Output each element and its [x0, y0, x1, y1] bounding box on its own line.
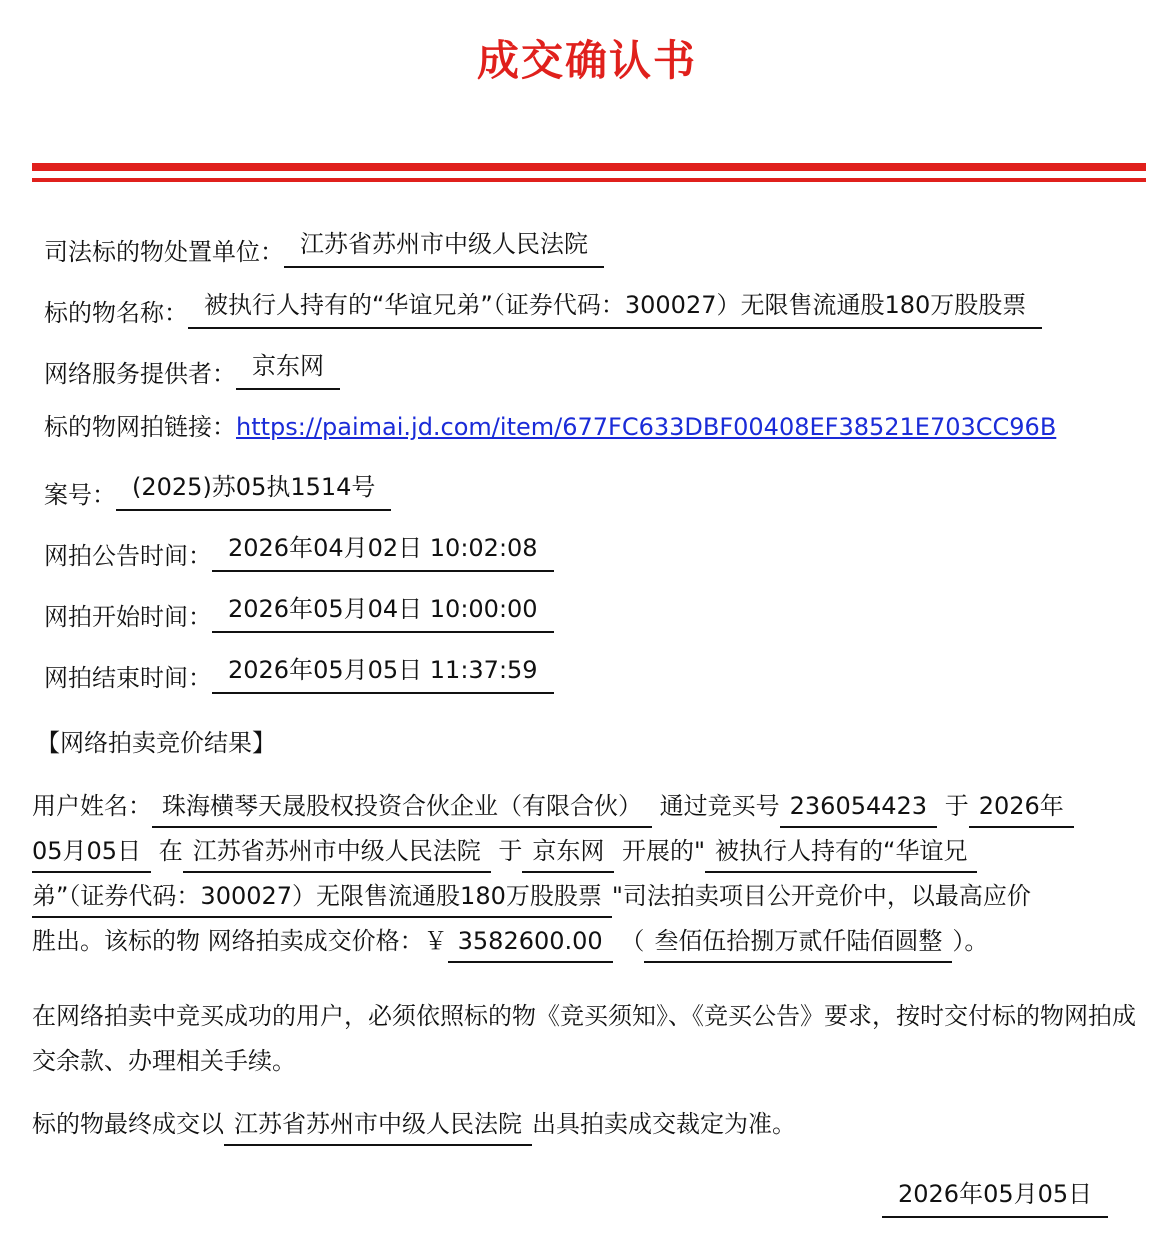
field-label: 网拍结束时间： — [44, 664, 212, 692]
deal-price-words: 叁佰伍拾捌万贰仟陆佰圆整 — [644, 924, 952, 963]
section-title-results: 【网络拍卖竞价结果】 — [36, 729, 276, 757]
field-label: 标的物名称： — [44, 299, 188, 327]
sign-date: 2026年05月05日 — [882, 1178, 1108, 1218]
court-name: 江苏省苏州市中级人民法院 — [183, 834, 491, 873]
auction-link[interactable]: https://paimai.jd.com/item/677FC633DBF00408EF38521E703CC96B — [236, 413, 1057, 441]
platform-name: 京东网 — [522, 834, 614, 873]
result-line-2 — [32, 833, 1142, 878]
final-tail: 出具拍卖成交裁定为准。 — [532, 1110, 796, 1138]
deal-date-year: 2026年 — [969, 789, 1074, 828]
result-line-3 — [32, 878, 1142, 923]
result-paragraph — [32, 788, 1142, 968]
header-rule-thin — [32, 178, 1146, 182]
deal-price: 3582600.00 — [448, 924, 613, 963]
on-text: 于 — [944, 792, 969, 820]
result-line-1 — [32, 788, 1142, 833]
field-value: 江苏省苏州市中级人民法院 — [284, 228, 604, 268]
paren-close: ）。 — [952, 927, 989, 955]
deal-date-day: 05月05日 — [32, 834, 151, 873]
bid-number: 236054423 — [780, 789, 937, 828]
field-label: 标的物网拍链接： — [44, 413, 236, 441]
result-line-4 — [32, 923, 1142, 968]
bid-text: 通过竞买号 — [659, 792, 780, 820]
field-value: 2026年05月04日 10:00:00 — [212, 593, 554, 633]
field-label: 网拍公告时间： — [44, 542, 212, 570]
field-service-provider — [44, 350, 340, 390]
field-value: 2026年04月02日 10:02:08 — [212, 532, 554, 572]
field-auction-link — [44, 411, 1056, 443]
field-label: 网拍开始时间： — [44, 603, 212, 631]
held-text: 开展的" — [622, 837, 706, 865]
user-label: 用户姓名： — [32, 792, 152, 820]
header-rule-thick — [32, 163, 1146, 171]
via-text: 于 — [498, 837, 523, 865]
field-value: 2026年05月05日 11:37:59 — [212, 654, 554, 694]
field-value: 被执行人持有的“华谊兄弟”（证券代码：300027）无限售流通股180万股股票 — [188, 289, 1042, 329]
field-start-time — [44, 593, 554, 633]
field-value: (2025)苏05执1514号 — [116, 471, 391, 511]
field-end-time — [44, 654, 554, 694]
page-title: 成交确认书 — [476, 36, 697, 85]
price-intro: 胜出。该标的物 网络拍卖成交价格：￥ — [32, 927, 448, 955]
item-name-part2: 弟”（证券代码：300027）无限售流通股180万股股票 — [32, 879, 612, 918]
final-head: 标的物最终成交以 — [32, 1110, 224, 1138]
final-paragraph — [32, 1104, 796, 1146]
at-text: 在 — [158, 837, 183, 865]
field-case-number — [44, 471, 391, 511]
field-value: 京东网 — [236, 350, 340, 390]
field-item-name — [44, 289, 1042, 329]
field-disposal-unit — [44, 228, 604, 268]
item-name-part1: 被执行人持有的“华谊兄 — [705, 834, 977, 873]
final-court: 江苏省苏州市中级人民法院 — [224, 1107, 532, 1146]
field-label: 案号： — [44, 481, 116, 509]
field-announce-time — [44, 532, 554, 572]
field-label: 网络服务提供者： — [44, 360, 236, 388]
paren-open: （ — [620, 927, 645, 955]
field-label: 司法标的物处置单位： — [44, 238, 284, 266]
line3-tail: "司法拍卖项目公开竞价中，以最高应价 — [611, 882, 1031, 910]
winning-user: 珠海横琴天晟股权投资合伙企业（有限合伙） — [152, 789, 652, 828]
notice-paragraph: 在网络拍卖中竞买成功的用户，必须依照标的物《竞买须知》、《竞买公告》要求，按时交付标的物网拍成交余款、办理相关手续。 — [32, 1002, 1136, 1075]
